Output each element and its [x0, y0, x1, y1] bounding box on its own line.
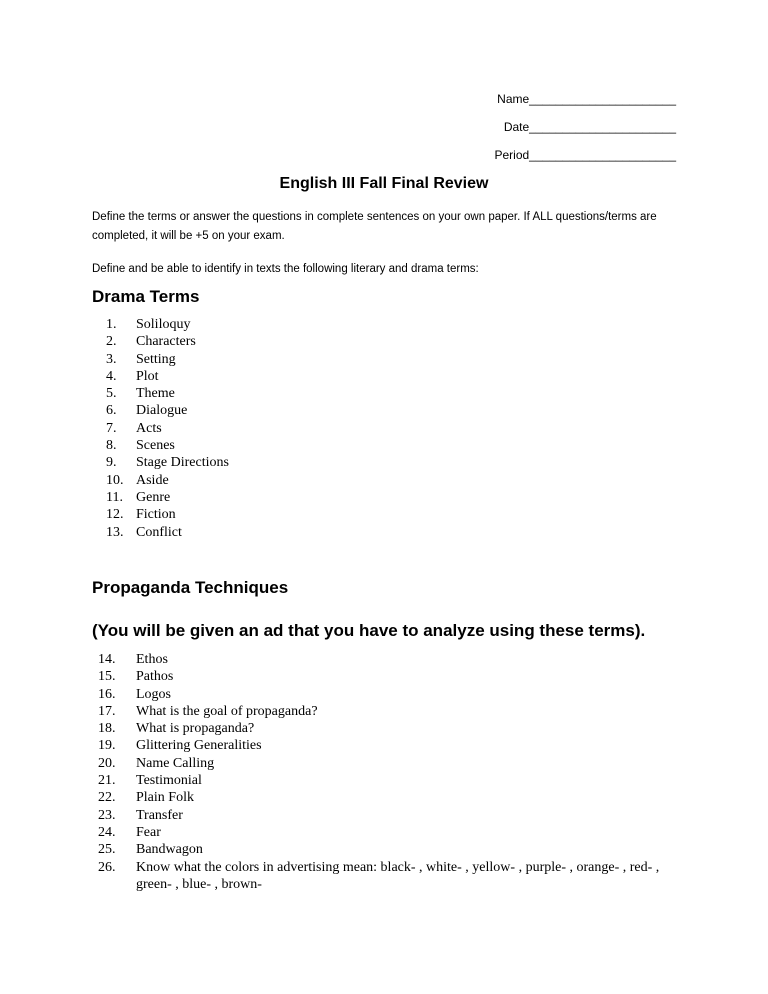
list-item-number: 20.	[98, 755, 116, 771]
list-item	[92, 737, 682, 754]
page-title: English III Fall Final Review	[279, 175, 489, 192]
list-item	[92, 454, 682, 471]
list-item-number: 2.	[106, 334, 117, 350]
list-item-text: Theme	[136, 386, 175, 402]
list-item	[92, 437, 682, 454]
list-item	[92, 402, 682, 419]
list-item-text: Know what the colors in advertising mean: black- , white- , yellow- , purple- , orange- , red- , green- , blue- , brown-	[136, 859, 660, 892]
list-item-text: Scenes	[136, 438, 175, 454]
list-item-number: 6.	[106, 403, 117, 419]
list-item	[92, 368, 682, 385]
list-item-number: 15.	[98, 669, 116, 685]
period-field	[494, 148, 676, 162]
list-item-number: 7.	[106, 420, 117, 436]
list-item-text: Bandwagon	[136, 842, 203, 858]
list-item-text: Plain Folk	[136, 790, 194, 806]
list-item-number: 9.	[106, 455, 117, 471]
list-item	[92, 489, 682, 506]
list-item-text: Genre	[136, 489, 171, 505]
list-item-number: 13.	[106, 524, 124, 540]
list-item-text: Soliloquy	[136, 317, 191, 332]
list-item-number: 14.	[98, 652, 116, 667]
propaganda-heading: Propaganda Techniques	[92, 578, 289, 597]
instructions-paragraph: Define the terms or answer the questions in complete sentences on your own paper. If ALL questions/terms are completed, it will be +5 on your exam.	[92, 211, 657, 242]
list-item-text: What is the goal of propaganda?	[136, 703, 318, 719]
list-item-number: 23.	[98, 807, 116, 823]
list-item-number: 5.	[106, 386, 117, 402]
period-label: Period	[494, 148, 530, 162]
name-field	[497, 92, 676, 106]
list-item	[92, 859, 682, 894]
name-blank: ______________________	[529, 92, 676, 106]
list-item	[92, 385, 682, 402]
list-item	[92, 420, 682, 437]
list-item	[92, 472, 682, 489]
list-item-text: Setting	[136, 351, 176, 367]
list-item	[92, 703, 682, 720]
list-item-text: Fear	[136, 824, 161, 840]
list-item-number: 18.	[98, 721, 116, 737]
list-item-number: 24.	[98, 824, 116, 840]
period-blank: ______________________	[529, 148, 676, 162]
list-item-text: Name Calling	[136, 755, 215, 771]
list-item	[92, 351, 682, 368]
list-item-number: 4.	[106, 368, 117, 384]
list-item-text: Conflict	[136, 524, 182, 540]
list-item-number: 25.	[98, 842, 116, 858]
list-item-text: Stage Directions	[136, 455, 229, 471]
list-item-number: 8.	[106, 438, 117, 454]
list-item-text: Acts	[136, 420, 162, 436]
list-item-number: 10.	[106, 472, 124, 488]
list-item-number: 12.	[106, 507, 124, 523]
list-item	[92, 772, 682, 789]
date-field	[504, 120, 676, 134]
propaganda-subheading: (You will be given an ad that you have to analyze using these terms).	[92, 621, 646, 640]
list-item	[92, 651, 682, 668]
list-item	[92, 720, 682, 737]
instructions-terms-paragraph: Define and be able to identify in texts the following literary and drama terms:	[92, 263, 479, 275]
date-label: Date	[503, 120, 530, 134]
list-item-text: Fiction	[136, 507, 176, 523]
list-item-number: 22.	[98, 790, 116, 806]
propaganda-terms-list	[92, 651, 682, 893]
list-item-text: Plot	[136, 368, 159, 384]
drama-terms-heading: Drama Terms	[92, 287, 200, 306]
date-blank: ______________________	[529, 120, 676, 134]
list-item-number: 16.	[98, 686, 116, 702]
list-item-number: 17.	[98, 703, 116, 719]
list-item-number: 1.	[106, 317, 117, 332]
list-item-text: Aside	[136, 472, 169, 488]
list-item-number: 21.	[98, 773, 116, 789]
drama-terms-list	[92, 316, 682, 541]
list-item-text: What is propaganda?	[136, 721, 255, 737]
list-item-number: 3.	[106, 351, 117, 367]
name-label: Name	[497, 92, 530, 106]
list-item	[92, 333, 682, 350]
list-item	[92, 668, 682, 685]
list-item	[92, 524, 682, 541]
list-item-text: Glittering Generalities	[136, 738, 262, 754]
list-item-number: 19.	[98, 738, 116, 754]
list-item-number: 26.	[98, 859, 116, 875]
list-item-text: Logos	[136, 686, 171, 702]
list-item-text: Testimonial	[136, 773, 202, 789]
list-item-text: Ethos	[136, 652, 168, 667]
list-item-number: 11.	[106, 489, 123, 505]
list-item	[92, 316, 682, 333]
list-item	[92, 807, 682, 824]
list-item-text: Pathos	[136, 669, 174, 685]
list-item	[92, 841, 682, 858]
list-item-text: Dialogue	[136, 403, 188, 419]
list-item	[92, 506, 682, 523]
list-item-text: Characters	[136, 334, 196, 350]
list-item	[92, 789, 682, 806]
list-item	[92, 686, 682, 703]
list-item	[92, 755, 682, 772]
list-item-text: Transfer	[136, 807, 183, 823]
list-item	[92, 824, 682, 841]
